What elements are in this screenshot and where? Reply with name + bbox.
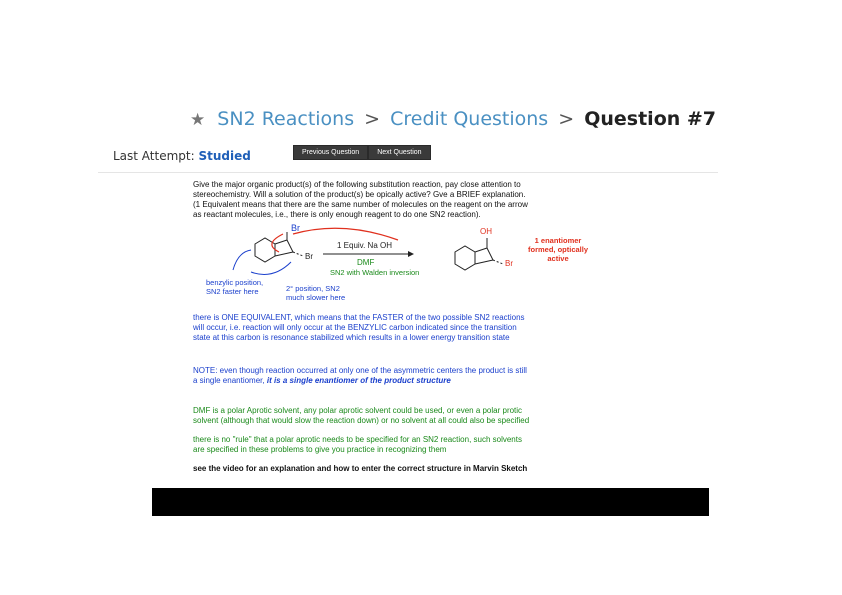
video-note	[193, 464, 603, 474]
reaction-scheme	[193, 222, 613, 312]
reagent-oh: OH	[380, 241, 392, 250]
question-nav	[293, 145, 431, 160]
question-line: as reactant molecules, i.e., there is only enough reagent to do one SN2 reaction).	[193, 210, 481, 219]
explanation-line: DMF is a polar Aprotic solvent, any polar aprotic solvent could be used, or even a polar protic	[193, 406, 523, 415]
explanation-4	[193, 435, 603, 455]
question-line: stereochemistry. Will a solution of the product(s) be opically active? Gve a BRIEF explanation.	[193, 190, 526, 199]
secondary-label	[286, 284, 345, 302]
product-note-line: active	[547, 254, 569, 263]
explanation-line: state at this carbon is resonance stabilized which results in a lower energy transition state	[193, 333, 510, 342]
benzylic-line: benzylic position,	[206, 278, 264, 287]
question-line: (1 Equivalent means that there are the same number of molecules on the reagent on the arrow	[193, 200, 528, 209]
secondary-line: 2° position, SN2	[286, 284, 340, 293]
explanation-line: NOTE: even though reaction occurred at only one of the asymmetric centers the product is still	[193, 366, 527, 375]
explanation-line: will occur, i.e. reaction will only occur at the BENZYLIC carbon indicated since the transition	[193, 323, 517, 332]
star-icon[interactable]: ★	[190, 110, 206, 130]
explanation-emphasis: it is a single enantiomer of the product structure	[266, 376, 451, 385]
explanation-3	[193, 406, 603, 426]
breadcrumb-separator: >	[558, 108, 575, 130]
reagent-text: 1 Equiv. Na	[337, 241, 378, 250]
walden-note: SN2 with Walden inversion	[330, 268, 420, 277]
leaving-group-br-side: Br	[305, 252, 313, 261]
page-title: Question #7	[584, 108, 717, 130]
product-oh: OH	[480, 227, 492, 236]
question-line: Give the major organic product(s) of the following substitution reaction, pay close attention to	[193, 180, 521, 189]
video-player[interactable]	[152, 488, 709, 516]
product-note	[523, 236, 593, 263]
divider	[98, 172, 718, 173]
last-attempt	[113, 149, 251, 163]
leaving-group-br-top: Br	[291, 223, 300, 233]
product-br: Br	[505, 259, 513, 268]
benzylic-label	[206, 278, 263, 296]
benzylic-line: SN2 faster here	[206, 287, 259, 296]
breadcrumb-separator: >	[364, 108, 381, 130]
breadcrumb-link-credit-questions[interactable]: Credit Questions	[390, 108, 549, 130]
explanation-line: there is ONE EQUIVALENT, which means that the FASTER of the two possible SN2 reactions	[193, 313, 525, 322]
explanation-text: a single enantiomer,	[193, 376, 265, 385]
reagent-label	[337, 241, 392, 250]
explanation-line: solvent (although that would slow the reaction down) or no solvent at all could also be specified	[193, 416, 530, 425]
explanation-2	[193, 366, 603, 386]
last-attempt-label: Last Attempt:	[113, 149, 195, 163]
explanation-line: are specified in these problems to give you practice in recognizing them	[193, 445, 447, 454]
question-content	[193, 180, 603, 220]
question-text	[193, 180, 603, 220]
explanation-line	[193, 376, 603, 386]
secondary-line: much slower here	[286, 293, 346, 302]
explanation-line: there is no "rule" that a polar aprotic needs to be specified for an SN2 reaction, such solvents	[193, 435, 522, 444]
next-question-button[interactable]: Next Question	[368, 145, 430, 160]
last-attempt-status: Studied	[198, 149, 251, 163]
product-note-line: 1 enantiomer	[534, 236, 582, 245]
solvent-label: DMF	[357, 258, 375, 267]
breadcrumb	[190, 108, 716, 130]
product-note-line: formed, optically	[527, 245, 588, 254]
previous-question-button[interactable]: Previous Question	[293, 145, 368, 160]
explanation-1	[193, 313, 603, 343]
breadcrumb-link-sn2-reactions[interactable]: SN2 Reactions	[217, 108, 355, 130]
video-note-text: see the video for an explanation and how to enter the correct structure in Marvin Sketch	[193, 464, 528, 473]
